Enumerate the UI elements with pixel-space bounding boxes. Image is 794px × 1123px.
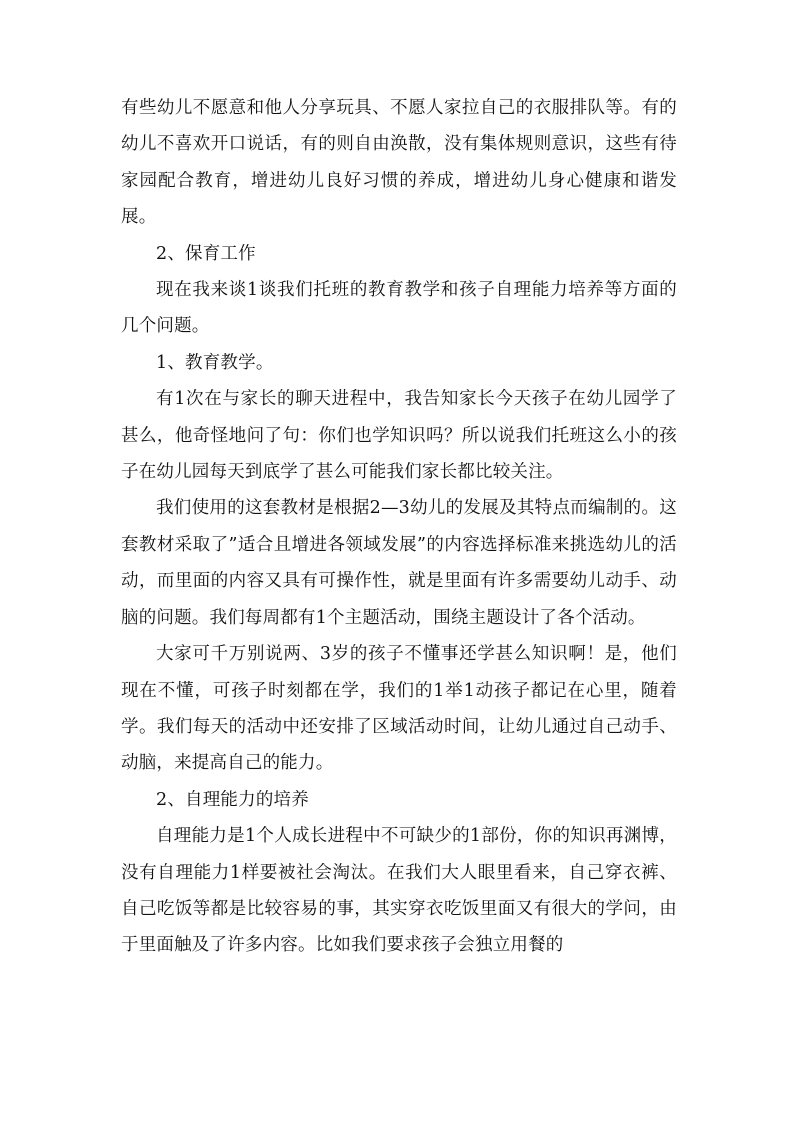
paragraph-teaching-material: 我们使用的这套教材是根据2—3幼儿的发展及其特点而编制的。这套教材采取了”适合且增进各领域发展”的内容选择标准来挑选幼儿的活动，而里面的内容又具有可操作性，就是里面有许多需要幼儿动手、动脑的问题。我们每周都有1个主题活动，围绕主题设计了各个活动。	[121, 498, 677, 628]
paragraph-habits: 有些幼儿不愿意和他人分享玩具、不愿人家拉自己的衣服排队等。有的幼儿不喜欢开口说话，有的则自由涣散，没有集体规则意识，这些有待家园配合教育，增进幼儿良好习惯的养成，增进幼儿身心健康和谐发展。	[121, 98, 677, 228]
heading-education-teaching: 1、教育教学。	[156, 352, 274, 373]
paragraph-children-learning: 大家可千万别说两、3岁的孩子不懂事还学甚么知识啊！是，他们现在不懂，可孩子时刻都在学，我们的1举1动孩子都记在心里，随着学。我们每天的活动中还安排了区域活动时间，让幼儿通过自己动手、动脑，来提高自己的能力。	[121, 644, 677, 774]
paragraph-self-care: 自理能力是1个人成长进程中不可缺少的1部份，你的知识再渊博，没有自理能力1样要被社会淘汰。在我们大人眼里看来，自己穿衣裤、自己吃饭等都是比较容易的事，其实穿衣吃饭里面又有很大的学问，由于里面触及了许多内容。比如我们要求孩子会独立用餐的	[121, 826, 677, 956]
heading-childcare-work: 2、保育工作	[156, 243, 256, 264]
paragraph-parent-chat: 有1次在与家长的聊天进程中，我告知家长今天孩子在幼儿园学了甚么，他奇怪地问了句：你们也学知识吗？所以说我们托班这么小的孩子在幼儿园每天到底学了甚么可能我们家长都比较关注。	[121, 389, 677, 483]
paragraph-intro: 现在我来谈1谈我们托班的教育教学和孩子自理能力培养等方面的几个问题。	[121, 280, 677, 337]
document-body	[121, 90, 677, 964]
heading-self-care-ability: 2、自理能力的培养	[156, 789, 309, 810]
